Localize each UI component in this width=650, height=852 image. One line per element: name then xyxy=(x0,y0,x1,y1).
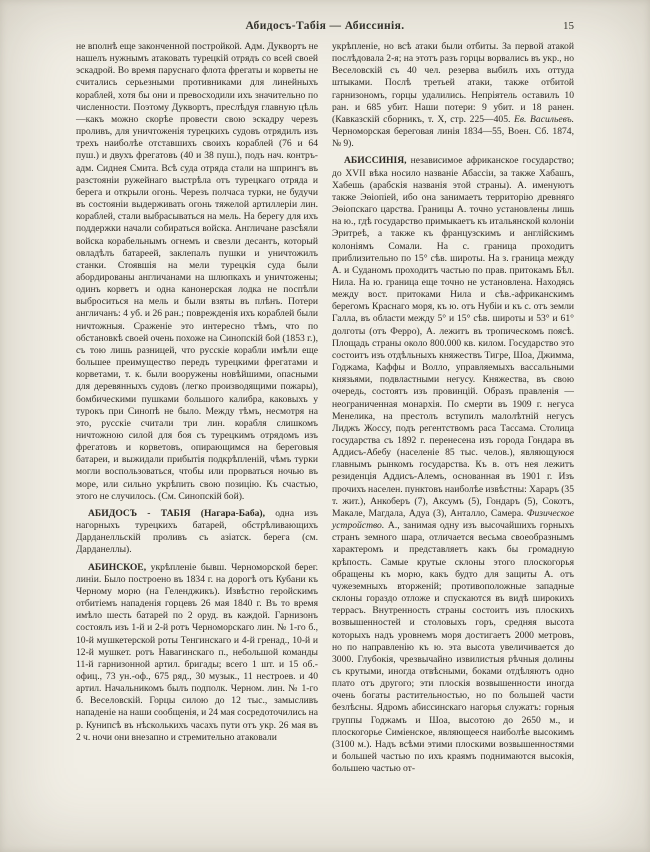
dictionary-entry xyxy=(332,155,574,775)
entry-headword: АБИССИНІЯ, xyxy=(344,155,407,167)
text-run: укрѣпленіе бывш. Черноморской берег. линіи. Было построено въ 1834 г. на дорогѣ отъ Кубани къ Черному морю (на Геленджикъ). Извѣстно геройскимъ отбитіемъ нападенія горцевъ 26 мая 1840 г. Въ то время имѣло шесть батарей по 2 оруд. въ каждой. Гарнизонъ состоялъ изъ 1-й и 2-й ротъ Черноморскаго лин. № 1-го б., 10-й мушкетерской роты Тенгинскаго и 4-й гренад., 10-й и 12-й мушкет. ротъ Навагинскаго п., небольшой команды 11-й гарнизонной артил. бригады; всего 1 шт. и 15 об.-офиц., 73 ун.-оф., 675 ряд., 30 музык., 11 нестроев. и 40 артил. Начальникомъ былъ подполк. Черном. лин. № 1-го б. Веселовскій. Горцы силою до 12 тыс., замысливъ нападеніе на наши сообщенія, и 24 мая сосредоточились на р. Кунипсѣ въ нѣсколькихъ часахъ пути отъ укр. 26 мая въ 2 ч. ночи они внезапно и стремительно атаковали xyxy=(76,561,318,743)
left-column xyxy=(76,41,318,775)
entry-headword: АБИНСКОЕ, xyxy=(88,561,147,573)
right-column xyxy=(332,41,574,775)
running-title: Абидосъ-Табія — Абиссинія. xyxy=(245,20,405,32)
text-run: независимое африканское государство; до XVII вѣка носило названіе Абассіи, за также Хабашъ, Хабешь (арабскія названія этой страны). А. именуютъ также Эѳіопіей, ибо она занимаетъ территорію древняго Эѳіопскаго царства. Границы А. точно установлены лишь на ю., гдѣ государство примыкаетъ къ итальянской колоніи Эритреѣ, а также къ французскимъ и англійскимъ колоніямъ Сомали. На с. граница проходитъ приблизительно по 15° сѣв. широты. На з. граница между А. и Суданомъ проходитъ частью по прав. притокамъ Бѣл. Нила. На ю. граница еще точно не установлена. Находясь между вост. притоками Нила и сѣв.-африканскимъ берегомъ Краснаго моря, къ ю. отъ Нубіи и къ с. отъ земли Галла, въ области между 5° и 15° сѣв. широты и 53° и 61° долготы (отъ Ферро), А. лежитъ въ тропическомъ поясѣ. Площадь страны около 800.000 кв. килом. Государство это состоитъ изъ отдѣльныхъ княжествъ Тигре, Шоа, Джимма, Годжама, Каффы и Волло, управляемыхъ вассальными князьями, подвластными негусу. Княжества, въ свою очередь, состоятъ изъ провинцій. Образъ правленія — неограниченная монархія. По смерти въ 1909 г. негуса Менелика, на престолъ вступилъ малолѣтній негусъ Лиджъ Жоссу, подъ регентствомъ раса Тассама. Столица государства съ 1892 г. перенесена изъ города Гондара въ Аддисъ-Абебу (населеніе 85 тыс. челов.), являющуюся главнымъ рынкомъ государства. Къ в. отъ нея лежитъ резиденція Аддисъ-Алемъ, основанная въ 1901 г. Изъ прочихъ населен. пунктовъ наиболѣе извѣстны: Хараръ (35 т. жит.), Анкоберъ (7), Аксумъ (5), Гондаръ (5), Сокотъ, Макале, Магдала, Адуа (3), Анталло, Самера. xyxy=(332,155,574,519)
italic-run: Ев. Васильевъ. xyxy=(514,113,574,125)
paragraph xyxy=(332,41,574,150)
text-run: Черноморская береговая линія 1834—55, Воен. Сб. 1874, № 9). xyxy=(332,126,574,150)
dictionary-entry xyxy=(76,562,318,744)
dictionary-entry xyxy=(76,508,318,557)
page-number: 15 xyxy=(563,20,574,32)
running-head xyxy=(76,20,574,32)
text-run: не вполнѣ еще законченной постройкой. Адм. Дуквортъ не нашелъ нужнымъ атаковать турецкій отрядъ со всей своей эскадрой. Во время паруснаго флота фрегаты и корветы не считались серьезными противниками для линейныхъ кораблей, хотя бы они и превосходили ихъ значительно по численности. Поэтому Дуквортъ, преслѣдуя главную цѣль—какъ можно скорѣе провести свою эскадру черезъ проливъ, для уничтоженія турецкихъ судовъ отрядилъ изъ трехъ наиболѣе отставшихъ своихъ кораблей (76 и 64 пуш.) и двухъ фрегатовъ (40 и 38 пуш.), подъ нач. контръ-адм. Сиднея Смита. Всѣ суда отряда стали на шпрингъ въ разстояніи ружейнаго выстрѣла отъ турецкаго отряда и берега и открыли огонь. Черезъ полчаса турки, не будучи въ состояніи выдерживать огонь тяжелой артиллеріи лин. кораблей, стали выбрасываться на мель. На берегу для ихъ поддержки начали собираться войска. Англичане разсѣяли войска корабельнымъ огнемъ и свезли десантъ, который овладѣлъ батареей, заклепалъ пушки и уничтожилъ станки. Стоявшія на мели турецкія суда были абордированы англичанами на шлюпкахъ и уничтожены; одинъ корветъ и одна канонерская лодка не поспѣли выброситься на мель и были взяты въ плѣнъ. Потери англичанъ: 4 уб. и 26 ран.; поврежденія ихъ кораблей были ничтожныя. Сраженіе это интересно тѣмъ, что по обстановкѣ своей очень похоже на Синопскій бой (1853 г.), съ тою лишь разницей, что русскіе корабли имѣли еще большее преимущество передъ турецкими фрегатами и корветами, т. к. были вооружены новѣйшими, опасными для деревянныхъ судовъ (легко производящими пожары), бомбическими пушками большого калибра, каковыхъ у турокъ при Синопѣ не было. Между тѣмъ, несмотря на это, русскіе считали три лин. корабля слишкомъ ничтожною силой для боя съ турецкимъ отрядомъ изъ фрегатовъ и корветовъ, опирающимся на береговыя батареи, и выжидали прибытія подкрѣпленій, чѣмъ турки могли воспользоваться, чтобы или прорваться ночью въ море, или сильно укрѣпить свою позицію. Къ счастью, этого не случилось. (См. Синопскій бой). xyxy=(76,41,318,502)
text-run: укрѣпленіе, но всѣ атаки были отбиты. За первой атакой послѣдовала 2-я; на этотъ разъ горцы ворвались въ укр., но Веселовскій съ 40 чел. резерва выбилъ ихъ оттуда штыками. Послѣ третьей атаки, также отбитой гарнизономъ, горцы удалились. Непріятель оставилъ 10 ран. и 685 убит. Наши потери: 9 убит. и 18 ранен. (Кавказскій сборникъ, т. X, стр. 225—405. xyxy=(332,41,574,125)
italic-run: Физическое устройство. xyxy=(332,507,574,532)
text-run: одна изъ нагорныхъ турецкихъ батарей, обстрѣливающихъ Дарданелльскій проливъ съ азіатск. берега (см. Дарданеллы). xyxy=(76,507,318,556)
text-columns xyxy=(76,41,574,775)
paragraph xyxy=(76,41,318,503)
text-run: А., занимая одну изъ высочайшихъ горныхъ странъ земного шара, отличается весьма своеобразнымъ характеромъ и представляетъ какъ бы громадную крѣпость. Самые крутые склоны этого плоскогорья обращены къ морю, какъ будто для защиты А. отъ чужеземныхъ вторженій; противоположные западные склоны гораздо отложе и спускаются въ видѣ широкихъ террасъ. Внутренность страны состоитъ изъ плоскихъ возвышенностей и столовыхъ горъ, средняя высота которыхъ надъ уровнемъ моря достигаетъ 2000 метровъ, но по направленію къ ю. эта высота увеличивается до 3000. Глубокія, чрезвычайно извилистыя рѣчныя долины съ крутыми, иногда отвѣсными, боками отдѣляютъ одно плато отъ другого; эти плоскія возвышенности иногда очень богаты растительностью, но по большей части безлѣсны. Ядромъ абиссинскаго нагорья служатъ: горныя группы Годжамъ и Шоа, высотою до 2650 м., и плоскогорье Симіенское, являющееся наиболѣе высокимъ (3100 м.). Надъ всѣми этими плоскими возвышенностями и большей частью по ихъ краямъ поднимаются высокія, большею частью от- xyxy=(332,520,574,775)
entry-headword: АБИДОСЪ - ТАБІЯ (Нагара-Баба), xyxy=(88,507,266,519)
